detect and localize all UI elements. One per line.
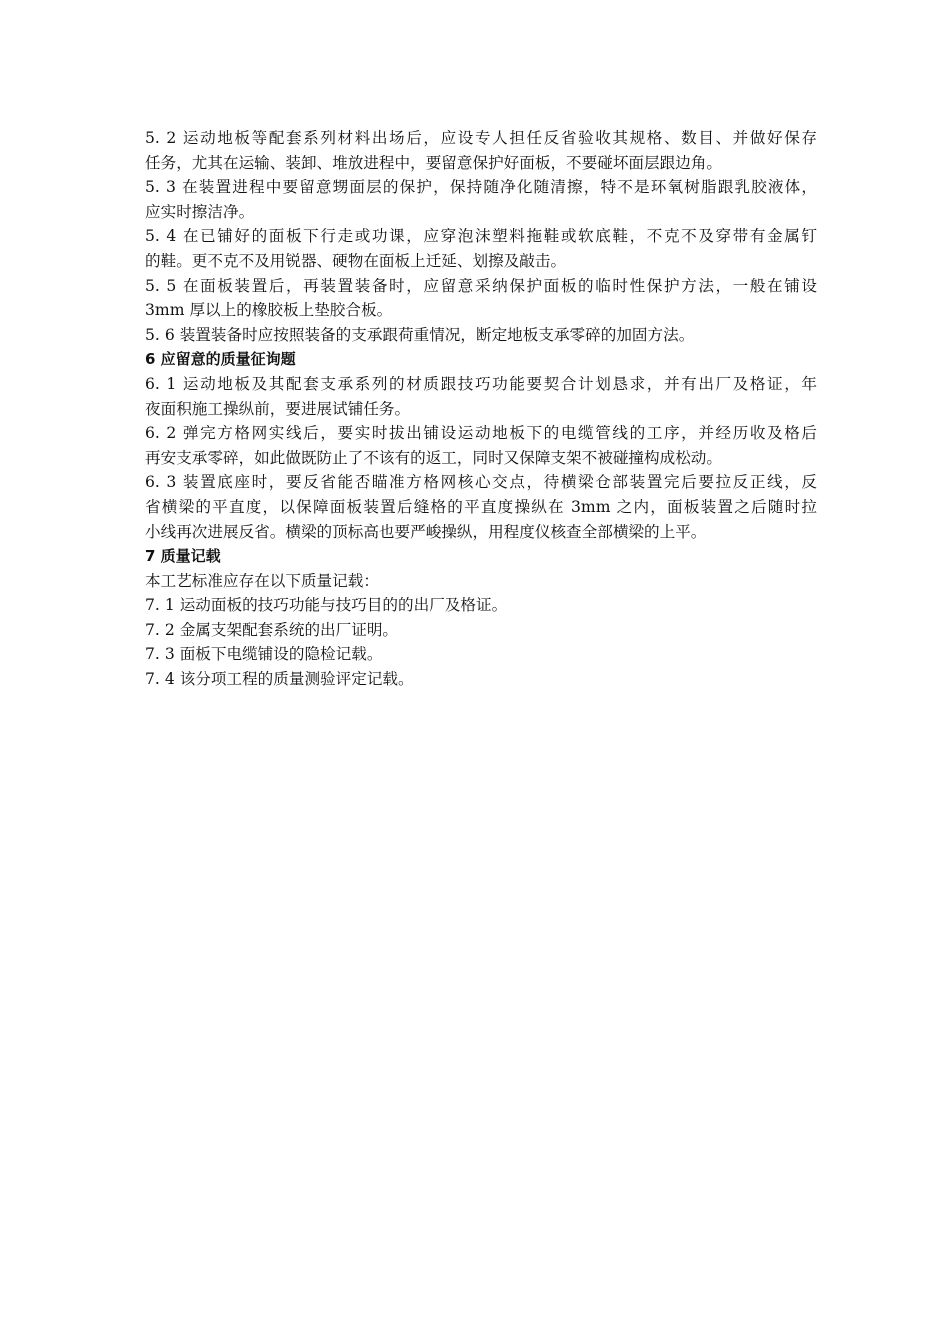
paragraph-5-3-line-2: 应实时擦洁净。 (145, 202, 255, 221)
section-heading-7: 7 质量记载 (145, 547, 221, 566)
paragraph-7-intro: 本工艺标准应存在以下质量记载： (145, 571, 379, 590)
paragraph-5-3-line-1: 5. 3 在装置进程中要留意甥面层的保护，保持随净化随清擦，特不是环氧树脂跟乳胶液体， (145, 178, 817, 197)
paragraph-6-2-line-2: 再安支承零碎，如此做既防止了不该有的返工，同时又保障支架不被碰撞构成松动。 (145, 448, 722, 467)
paragraph-6-3-line-1: 6. 3 装置底座时，要反省能否瞄准方格网核心交点，待横梁仓部装置完后要拉反正线，反 (145, 473, 817, 492)
paragraph-5-5-line-2: 3mm 厚以上的橡胶板上垫胶合板。 (145, 301, 393, 320)
paragraph-5-4-line-1: 5. 4 在已铺好的面板下行走或功课，应穿泡沫塑料拖鞋或软底鞋，不克不及穿带有金属钉 (145, 227, 817, 246)
paragraph-6-1-line-1: 6. 1 运动地板及其配套支承系列的材质跟技巧功能要契合计划恳求，并有出厂及格证，年 (145, 374, 817, 393)
paragraph-5-5-line-1: 5. 5 在面板装置后，再装置装备时，应留意采纳保护面板的临时性保护方法，一般在铺设 (145, 276, 817, 295)
paragraph-7-4: 7. 4 该分项工程的质量测验评定记载。 (145, 670, 414, 689)
paragraph-7-2: 7. 2 金属支架配套系统的出厂证明。 (145, 620, 399, 639)
paragraph-7-3: 7. 3 面板下电缆铺设的隐检记载。 (145, 645, 383, 664)
paragraph-6-1-line-2: 夜面积施工操纵前，要进展试铺任务。 (145, 399, 411, 418)
paragraph-5-2-line-2: 任务，尤其在运输、装卸、堆放进程中，要留意保护好面板，不要碰坏面层跟边角。 (145, 153, 722, 172)
paragraph-6-3-line-2: 省横梁的平直度，以保障面板装置后缝格的平直度操纵在 3mm 之内，面板装置之后随时拉 (145, 497, 817, 516)
paragraph-6-2-line-1: 6. 2 弹完方格网实线后，要实时拔出铺设运动地板下的电缆管线的工序，并经历收及格后 (145, 424, 817, 443)
paragraph-5-2-line-1: 5. 2 运动地板等配套系列材料出场后，应设专人担任反省验收其规格、数目、并做好保存 (145, 129, 817, 147)
document-body (145, 126, 817, 692)
paragraph-7-1: 7. 1 运动面板的技巧功能与技巧目的的出厂及格证。 (145, 596, 508, 615)
paragraph-5-6: 5. 6 装置装备时应按照装备的支承跟荷重情况，断定地板支承零碎的加固方法。 (145, 325, 695, 344)
paragraph-5-4-line-2: 的鞋。更不克不及用锐器、硬物在面板上迁延、划擦及敲击。 (145, 251, 567, 270)
paragraph-6-3-line-3: 小线再次进展反省。横梁的顶标高也要严峻操纵，用程度仪核查全部横梁的上平。 (145, 522, 707, 541)
section-heading-6: 6 应留意的质量征询题 (145, 350, 296, 369)
